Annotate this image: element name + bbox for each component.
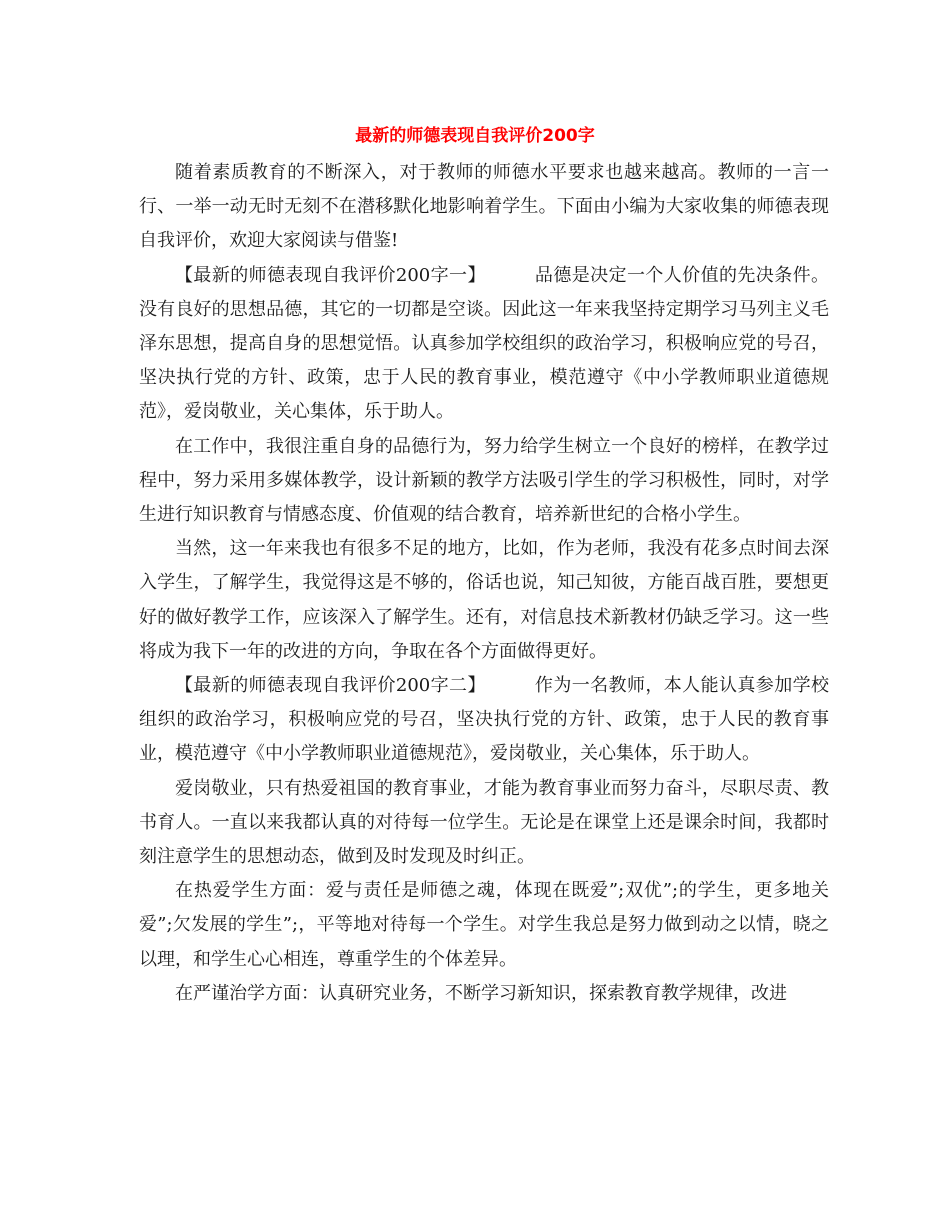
section-two-text: 作为一名教师，本人能认真参加学校组织的政治学习，积极响应党的号召，坚决执行党的方针、政策，忠于人民的教育事业，模范遵守《中小学教师职业道德规范》，爱岗敬业，关心集体，乐于助人。 xyxy=(139,675,830,765)
section-one-paragraph xyxy=(139,259,829,430)
section-two-heading: 【最新的师德表现自我评价200字二】 xyxy=(175,675,486,697)
section-one-text: 品德是决定一个人价值的先决条件。没有良好的思想品德，其它的一切都是空谈。因此这一年来我坚持定期学习马列主义毛泽东思想，提高自身的思想觉悟。认真参加学校组织的政治学习，积极响应党的号召，坚决执行党的方针、政策，忠于人民的教育事业，模范遵守《中小学教师职业道德规范》，爱岗敬业，关心集体，乐于助人。 xyxy=(139,264,830,423)
section-two-paragraph xyxy=(139,669,829,772)
dedication-paragraph: 爱岗敬业，只有热爱祖国的教育事业，才能为教育事业而努力奋斗，尽职尽责、教书育人。一直以来我都认真的对待每一位学生。无论是在课堂上还是课余时间，我都时刻注意学生的思想动态，做到及时发现及时纠正。 xyxy=(139,777,829,868)
rigorous-study-paragraph: 在严谨治学方面：认真研究业务，不断学习新知识，探索教育教学规律，改进 xyxy=(175,982,787,1004)
document-title: 最新的师德表现自我评价200字 xyxy=(355,126,595,146)
intro-paragraph: 随着素质教育的不断深入，对于教师的师德水平要求也越来越高。教师的一言一行、一举一动无时无刻不在潜移默化地影响着学生。下面由小编为大家收集的师德表现自我评价，欢迎大家阅读与借鉴! xyxy=(139,162,829,252)
section-one-heading: 【最新的师德表现自我评价200字一】 xyxy=(175,264,486,286)
work-paragraph: 在工作中，我很注重自身的品德行为，努力给学生树立一个良好的榜样，在教学过程中，努力采用多媒体教学，设计新颖的教学方法吸引学生的学习积极性，同时，对学生进行知识教育与情感态度、价值观的结合教育，培养新世纪的合格小学生。 xyxy=(139,435,829,526)
document-body xyxy=(139,156,829,1011)
love-students-paragraph: 在热爱学生方面：爱与责任是师德之魂，体现在既爱”;双优”;的学生，更多地关爱”;欠发展的学生”;，平等地对待每一个学生。对学生我总是努力做到动之以情，晓之以理，和学生心心相连，尊重学生的个体差异。 xyxy=(139,880,829,970)
shortcoming-paragraph: 当然，这一年来我也有很多不足的地方，比如，作为老师，我没有花多点时间去深入学生，了解学生，我觉得这是不够的，俗话也说，知己知彼，方能百战百胜，要想更好的做好教学工作，应该深入了解学生。还有，对信息技术新教材仍缺乏学习。这一些将成为我下一年的改进的方向，争取在各个方面做得更好。 xyxy=(139,538,829,662)
